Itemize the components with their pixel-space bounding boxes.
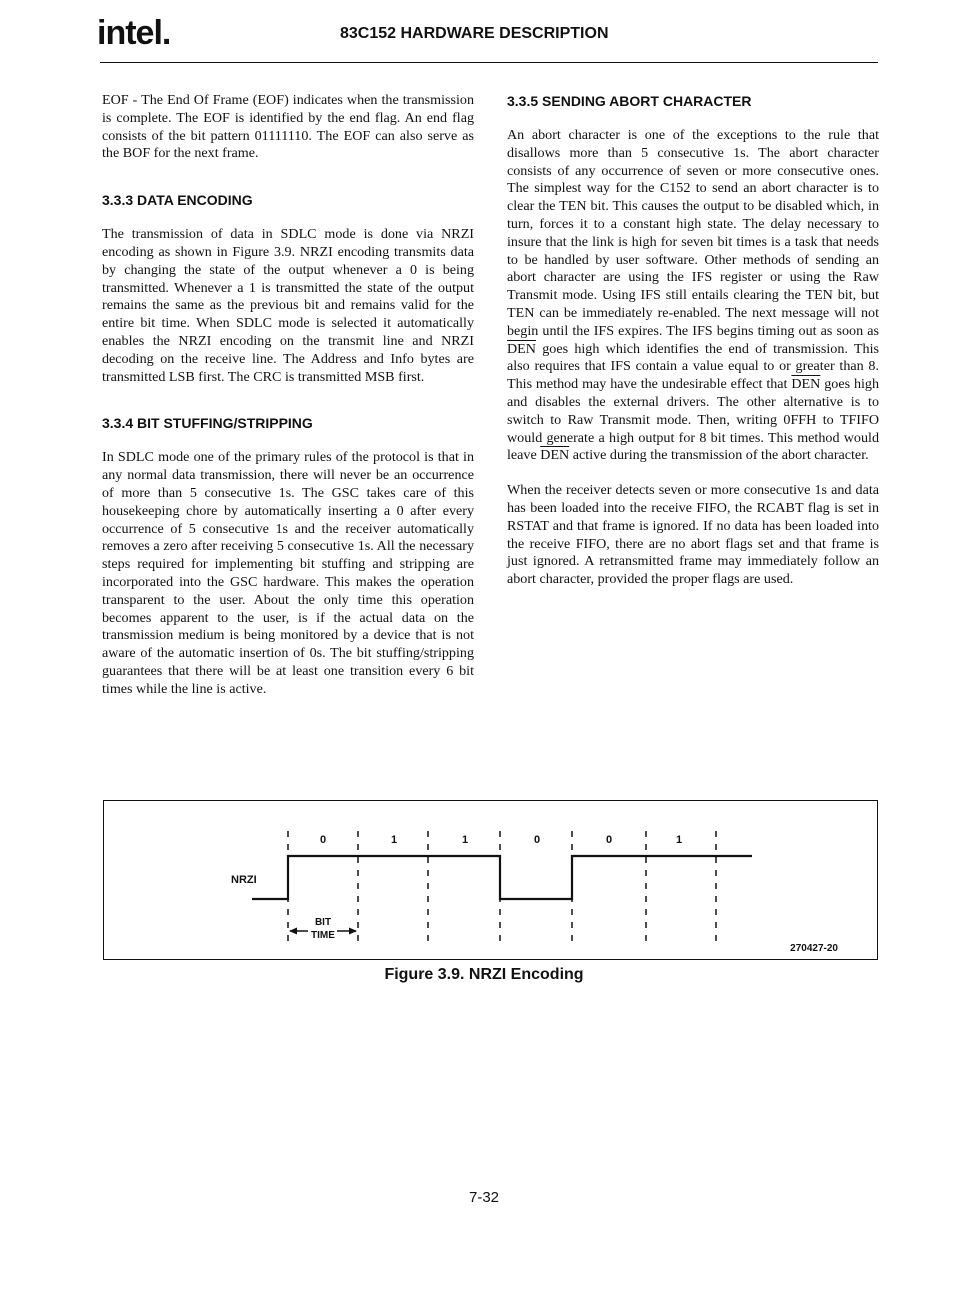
figure-reference-number: 270427-20: [790, 943, 838, 954]
bit-time-label: TIME: [311, 930, 335, 941]
page-number: 7-32: [468, 1189, 500, 1206]
bit-value-label: 1: [461, 834, 469, 846]
receiver-abort-paragraph: When the receiver detects seven or more consecutive 1s and data has been loaded into the receive FIFO, the RCABT flag is set in RSTAT and that frame is ignored. If no data has been loaded into the receive FIFO, there are no abort flags set and that frame is just ignored. A retransmitted frame may immediately follow an abort character, provided the proper flags are used.: [507, 482, 879, 588]
bit-value-label: 0: [533, 834, 541, 846]
den-signal: $\overline{DEN}$: [540, 447, 570, 464]
page-header-title: 83C152 HARDWARE DESCRIPTION: [340, 25, 609, 42]
nrzi-timing-diagram: [104, 801, 876, 958]
den-signal: $\overline{DEN}$: [507, 340, 536, 357]
bit-boundaries: [288, 831, 716, 946]
data-encoding-heading: 3.3.3 DATA ENCODING: [102, 192, 253, 209]
figure-caption: Figure 3.9. NRZI Encoding: [384, 966, 584, 983]
bit-value-label: 1: [675, 834, 683, 846]
data-encoding-paragraph: The transmission of data in SDLC mode is done via NRZI encoding as shown in Figure 3.9. NRZI encoding transmits data by changing the state of the output whenever a 0 is being transmitted. Whenever a 1 is transmitted the state of the output remains the same as the previous bit and remains valid for the entire bit time. When SDLC mode is selected it automatically enables the NRZI encoding on the transmit line and NRZI decoding on the receive line. The Address and Info bytes are transmitted LSB first. The CRC is transmitted MSB first.: [102, 226, 474, 385]
nrzi-waveform: [252, 856, 752, 899]
bit-value-label: 0: [319, 834, 327, 846]
bit-value-label: 1: [390, 834, 398, 846]
nrzi-signal-label: NRZI: [231, 874, 257, 886]
intel-logo: intel.: [97, 14, 171, 52]
abort-character-heading: 3.3.5 SENDING ABORT CHARACTER: [507, 93, 752, 109]
header-divider: [100, 62, 878, 63]
bit-value-label: 0: [605, 834, 613, 846]
bit-stuffing-paragraph: In SDLC mode one of the primary rules of the protocol is that in any normal data transmission, there will never be an occurrence of more than 5 consecutive 1s. The GSC takes care of this housekeeping chore by automatically inserting a 0 after every occurrence of 5 consecutive 1s and the receiver automatically removes a zero after receiving 5 consecutive 1s. All the necessary steps required for implementing bit stuffing and stripping are incorporated into the GSC hardware. This makes the operation transparent to the user. About the only time this operation becomes apparent to the user, is if the actual data on the transmission medium is being monitored by a device that is not aware of the automatic insertion of 0s. The bit stuffing/stripping guarantees that there will be at least one transition every 6 bit times while the line is active.: [102, 449, 474, 697]
right-column: [507, 92, 879, 606]
bit-stuffing-heading: 3.3.4 BIT STUFFING/STRIPPING: [102, 415, 313, 432]
eof-paragraph: EOF - The End Of Frame (EOF) indicates when the transmission is complete. The EOF is identified by the end flag. An end flag consists of the bit pattern 01111110. The EOF can also serve as the BOF for the next frame.: [102, 92, 474, 162]
abort-character-paragraph: An abort character is one of the exceptions to the rule that disallows more than 5 consecutive 1s. The abort character consists of any occurrence of seven or more consecutive ones. The simplest way for the C152 to send an abort character is to clear the TEN bit. This causes the output to be disabled which, in turn, forces it to a constant high state. The delay necessary to insure that the link is high for seven bit times is a task that needs to be handled by user software. Other methods of sending an abort character are using the IFS register or using the Raw Transmit mode. Using IFS still entails clearing the TEN bit, but TEN can be immediately re-enabled. The next message will not begin until the IFS expires. The IFS begins timing out as soon as $\overline{DEN}$ goes high which identifies the end of transmission. This also requires that IFS contain a value equal to or greater than 8. This method may have the undesirable effect that $\overline{DEN}$ goes high and disables the external drivers. The other alternative is to switch to Raw Transmit mode. Then, writing 0FFH to TFIFO would generate a high output for 8 bit times. This method would leave $\overline{DEN}$ active during the transmission of the abort character.: [507, 127, 880, 464]
nrzi-figure: [103, 800, 878, 960]
left-column: [102, 92, 474, 716]
den-signal: $\overline{DEN}$: [791, 376, 821, 393]
bit-time-label: BIT: [314, 917, 332, 928]
